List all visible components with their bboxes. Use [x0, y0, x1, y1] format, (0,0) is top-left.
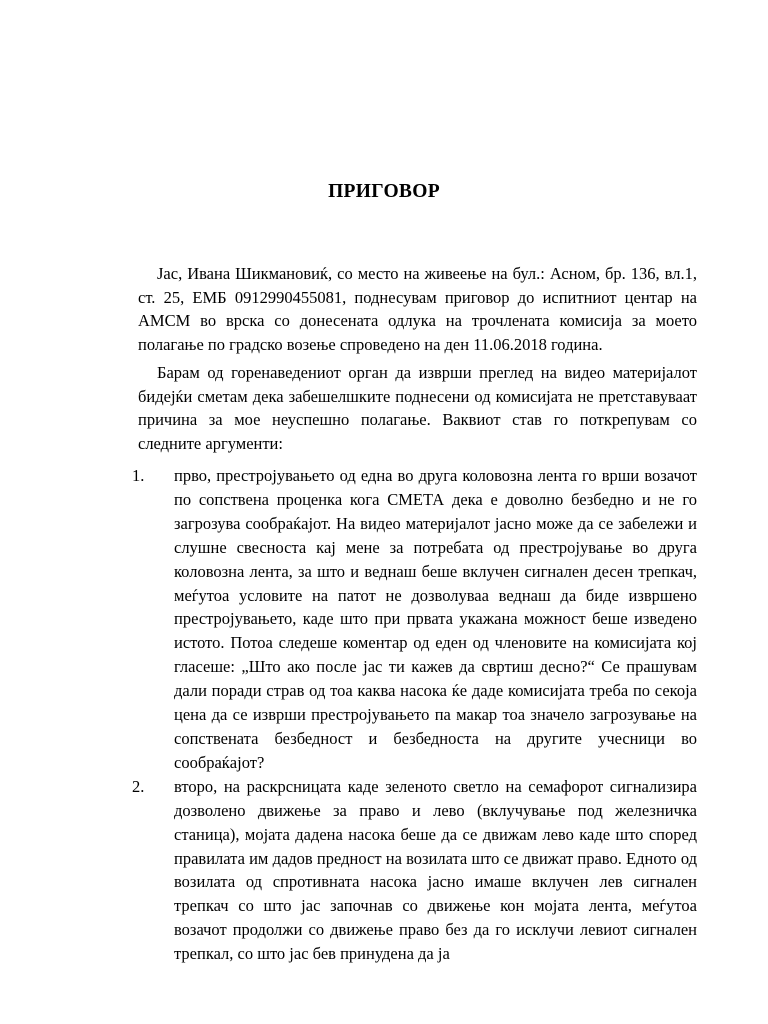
argument-item-1: [132, 464, 697, 775]
intro-paragraph: Јас, Ивана Шикмановиќ, со место на живеење на бул.: Асном, бр. 136, вл.1, ст. 25, ЕМБ 0912990455081, поднесувам приговор до испитниот центар на АМСМ во врска со донесената одлука на трочлената комисија за моето полагање по градско возење спроведено на ден 11.06.2018 година.: [138, 264, 697, 354]
argument-item-2: [132, 775, 697, 966]
argument-text: прво, престројувањето од една во друга коловозна лента го врши возачот по сопствена проценка кога СМЕТА дека е доволно безбедно и не го загрозува сообраќајот. На видео материјалот јасно може да се забележи и слушне свесноста кај мене за потребата од престројување во друга коловозна лента, за што и веднаш беше вклучен сигнален десен трепкач, меѓутоа условите на патот не дозволуваа веднаш да биде извршено престројувањето, каде што при првата укажана можност беше изведено истото. Потоа следеше коментар од еден од членовите на комисијата кој гласеше: „Што ако после јас ти кажев да свртиш десно?“ Се прашувам дали поради страв од тоа каква насока ќе даде комисијата треба по секоја цена да се изврши престројувањето па макар тоа значело загрозување на сопствената безбедност и безбедноста на другите учесници во сообраќајот?: [174, 466, 697, 772]
argument-text: второ, на раскрсницата каде зеленото светло на семафорот сигнализира дозволено движење за право и лево (вклучување под железничка станица), мојата дадена насока беше да се движам лево каде што според правилата им дадов предност на возилата што се движат право. Едното од возилата од спротивната насока јасно имаше вклучен лев сигнален трепкач со што јас започнав со движење кон мојата лента, меѓутоа возачот продолжи со движење право без да го исклучи левиот сигнален трепкал, со што јас бев принудена да ја: [174, 776, 697, 964]
argument-number: 2.: [132, 776, 145, 796]
request-paragraph-container: [138, 361, 697, 455]
argument-number: 1.: [132, 466, 145, 485]
intro-paragraph-container: [138, 262, 697, 356]
document-title: ПРИГОВОР: [328, 181, 440, 202]
arguments-list: [132, 464, 697, 966]
request-paragraph: Барам од горенаведениот орган да изврши преглед на видео материјалот бидејќи сметам дека забешелшките поднесени од комисијата не претставуваат причина за мое неуспешно полагање. Ваквиот став го поткрепувам со следните аргументи:: [138, 363, 697, 453]
